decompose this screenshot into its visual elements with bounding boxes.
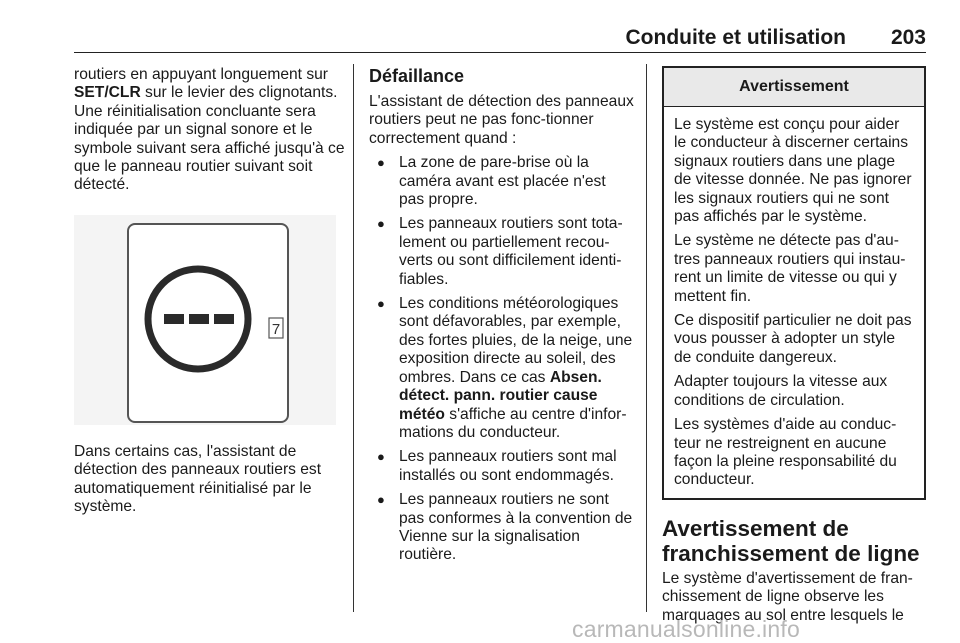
button-term: SET/CLR	[74, 84, 141, 102]
list-item-text: Les panneaux routiers sont tota-lement ou partiellement recou-verts ou sont difficilement identi-fiables.	[399, 215, 623, 288]
figure-label: 7	[271, 320, 281, 338]
paragraph: Dans certains cas, l'assistant de détection des panneaux routiers est automatiquement réinitialisé par le système.	[74, 442, 322, 516]
section-heading: Avertissement de franchissement de ligne	[662, 515, 920, 566]
warning-paragraph: Le système ne détecte pas d'au-tres panneaux routiers qui instau-rent un limite de vitesse ou qui y mettent fin.	[674, 232, 906, 305]
section-title: Défaillance	[369, 66, 465, 86]
list-item	[369, 448, 635, 485]
list-item	[369, 154, 635, 209]
column-divider	[353, 64, 354, 612]
list-item	[369, 295, 635, 442]
bullet-icon: ●	[377, 155, 385, 171]
page-header-title: Conduite et utilisation	[625, 26, 846, 49]
warning-paragraph: Ce dispositif particulier ne doit pas vous pousser à adopter un style de conduite dangereux.	[674, 312, 912, 366]
paragraph-text: routiers en appuyant longuement sur	[74, 66, 328, 83]
display-graphic	[74, 215, 336, 425]
paragraph: Le système d'avertissement de fran-chissement de ligne observe les marquages au sol entre lesquels le	[662, 569, 913, 624]
list-item-text	[399, 295, 635, 442]
column-divider	[646, 64, 647, 612]
list-item	[369, 491, 635, 565]
list-item-text-part: Les conditions météorologiques sont défavorables, par exemple, des fortes pluies, de la neige, une exposition directe au soleil, des ombres. Dans ce cas	[399, 295, 633, 386]
warning-paragraph: Adapter toujours la vitesse aux conditions de circulation.	[674, 373, 888, 409]
warning-box	[662, 66, 926, 500]
list-item-text: Les panneaux routiers ne sont pas conformes à la convention de Vienne sur la signalisation routière.	[399, 491, 633, 564]
warning-paragraph: Le système est conçu pour aider le conducteur à discerner certains signaux routiers dans une plage de vitesse donnée. Ne pas ignorer les signaux routiers qui ne sont pas affichés par le système.	[674, 116, 912, 226]
bullet-icon: ●	[377, 296, 385, 312]
bullet-icon: ●	[377, 216, 385, 232]
page-header	[74, 26, 926, 52]
list-item-text: La zone de pare-brise où la caméra avant est placée n'est pas propre.	[399, 154, 606, 209]
warning-paragraph: Les systèmes d'aide au conduc-teur ne restreignent en aucune façon la pleine responsabilité du conducteur.	[674, 416, 897, 489]
dash-mark	[189, 314, 209, 324]
dash-mark	[164, 314, 184, 324]
column-middle	[369, 66, 635, 571]
bullet-icon: ●	[377, 492, 385, 508]
paragraph: L'assistant de détection des panneaux routiers peut ne pas fonc-tionner correctement quand :	[369, 93, 634, 147]
column-right	[662, 66, 926, 625]
list-item	[369, 215, 635, 289]
message-term: Absen. détect. pann. routier cause météo	[399, 368, 602, 423]
bullet-list	[369, 154, 635, 565]
warning-title: Avertissement	[664, 68, 924, 107]
header-rule	[74, 52, 926, 53]
paragraph-text: sur le levier des clignotants. Une réinitialisation concluante sera indiquée par un signal sonore et le symbole suivant sera affiché jusqu'à ce que le panneau routier suivant soit détecté.	[74, 84, 345, 194]
list-item-text: Les panneaux routiers sont mal installés ou sont endommagés.	[399, 448, 617, 484]
watermark: carmanualsonline.info	[572, 616, 800, 642]
dash-mark	[214, 314, 234, 324]
column-left	[74, 66, 346, 516]
bullet-icon: ●	[377, 449, 385, 465]
page-number: 203	[890, 26, 926, 49]
display-illustration	[74, 215, 336, 425]
warning-body	[664, 107, 924, 498]
paragraph	[74, 66, 346, 195]
list-item-text-part: s'affiche au centre d'infor-mations du conducteur.	[399, 405, 627, 441]
